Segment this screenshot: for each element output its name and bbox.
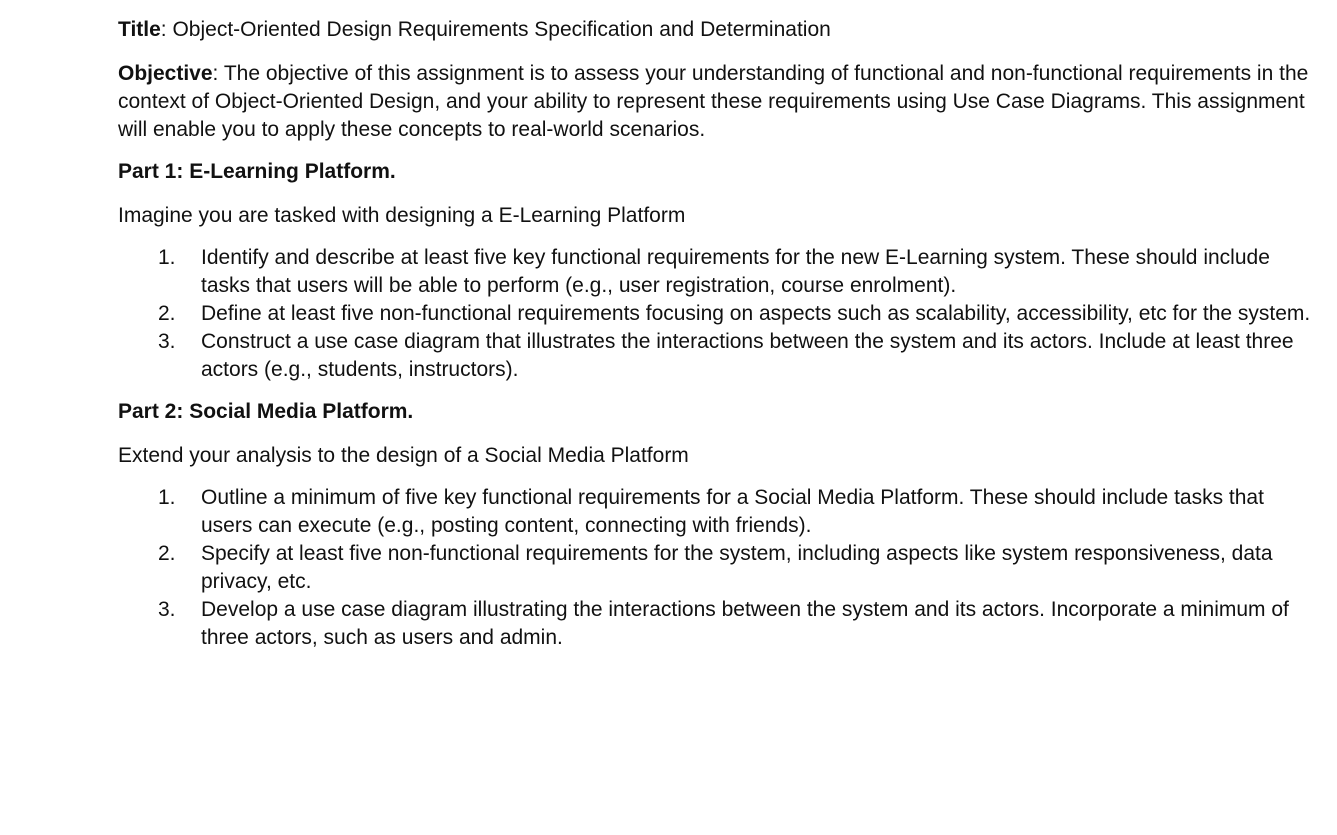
list-item-number: 2. <box>158 302 176 325</box>
part2-heading: Part 2: Social Media Platform. <box>118 400 414 423</box>
list-item-text: Specify at least five non-functional requirements for the system, including aspects like system responsiveness, data privacy, etc. <box>201 542 1273 593</box>
part1-list <box>118 244 1317 384</box>
list-item <box>118 300 1317 328</box>
title-label: Title <box>118 18 161 41</box>
list-item <box>118 328 1317 384</box>
list-item-number: 2. <box>158 542 176 565</box>
part2-intro: Extend your analysis to the design of a Social Media Platform <box>118 444 689 467</box>
list-item-text: Outline a minimum of five key functional requirements for a Social Media Platform. These should include tasks that users can execute (e.g., posting content, connecting with friends). <box>201 486 1264 537</box>
list-item-number: 3. <box>158 598 176 621</box>
list-item-text: Define at least five non-functional requirements focusing on aspects such as scalability, accessibility, etc for the system. <box>201 302 1311 325</box>
list-item <box>118 596 1317 652</box>
part1-intro: Imagine you are tasked with designing a E-Learning Platform <box>118 204 686 227</box>
list-item-text: Identify and describe at least five key functional requirements for the new E-Learning system. These should include tasks that users will be able to perform (e.g., user registration, course enrolment). <box>201 246 1270 297</box>
list-item <box>118 484 1317 540</box>
list-item-number: 1. <box>158 486 176 509</box>
objective-paragraph <box>118 60 1317 144</box>
title-text: : Object-Oriented Design Requirements Specification and Determination <box>160 18 831 41</box>
document-title <box>118 16 1317 44</box>
part1-heading: Part 1: E-Learning Platform. <box>118 160 396 183</box>
objective-text: : The objective of this assignment is to assess your understanding of functional and non-functional requirements in the context of Object-Oriented Design, and your ability to represent these requirements using Use Case Diagrams. This assignment will enable you to apply these concepts to real-world scenarios. <box>118 62 1309 141</box>
list-item-number: 1. <box>158 246 176 269</box>
list-item-number: 3. <box>158 330 176 353</box>
objective-label: Objective <box>118 62 213 85</box>
list-item <box>118 244 1317 300</box>
part2-list <box>118 484 1317 652</box>
list-item <box>118 540 1317 596</box>
list-item-text: Develop a use case diagram illustrating the interactions between the system and its actors. Incorporate a minimum of three actors, such as users and admin. <box>201 598 1289 649</box>
list-item-text: Construct a use case diagram that illustrates the interactions between the system and its actors. Include at least three actors (e.g., students, instructors). <box>201 330 1294 381</box>
